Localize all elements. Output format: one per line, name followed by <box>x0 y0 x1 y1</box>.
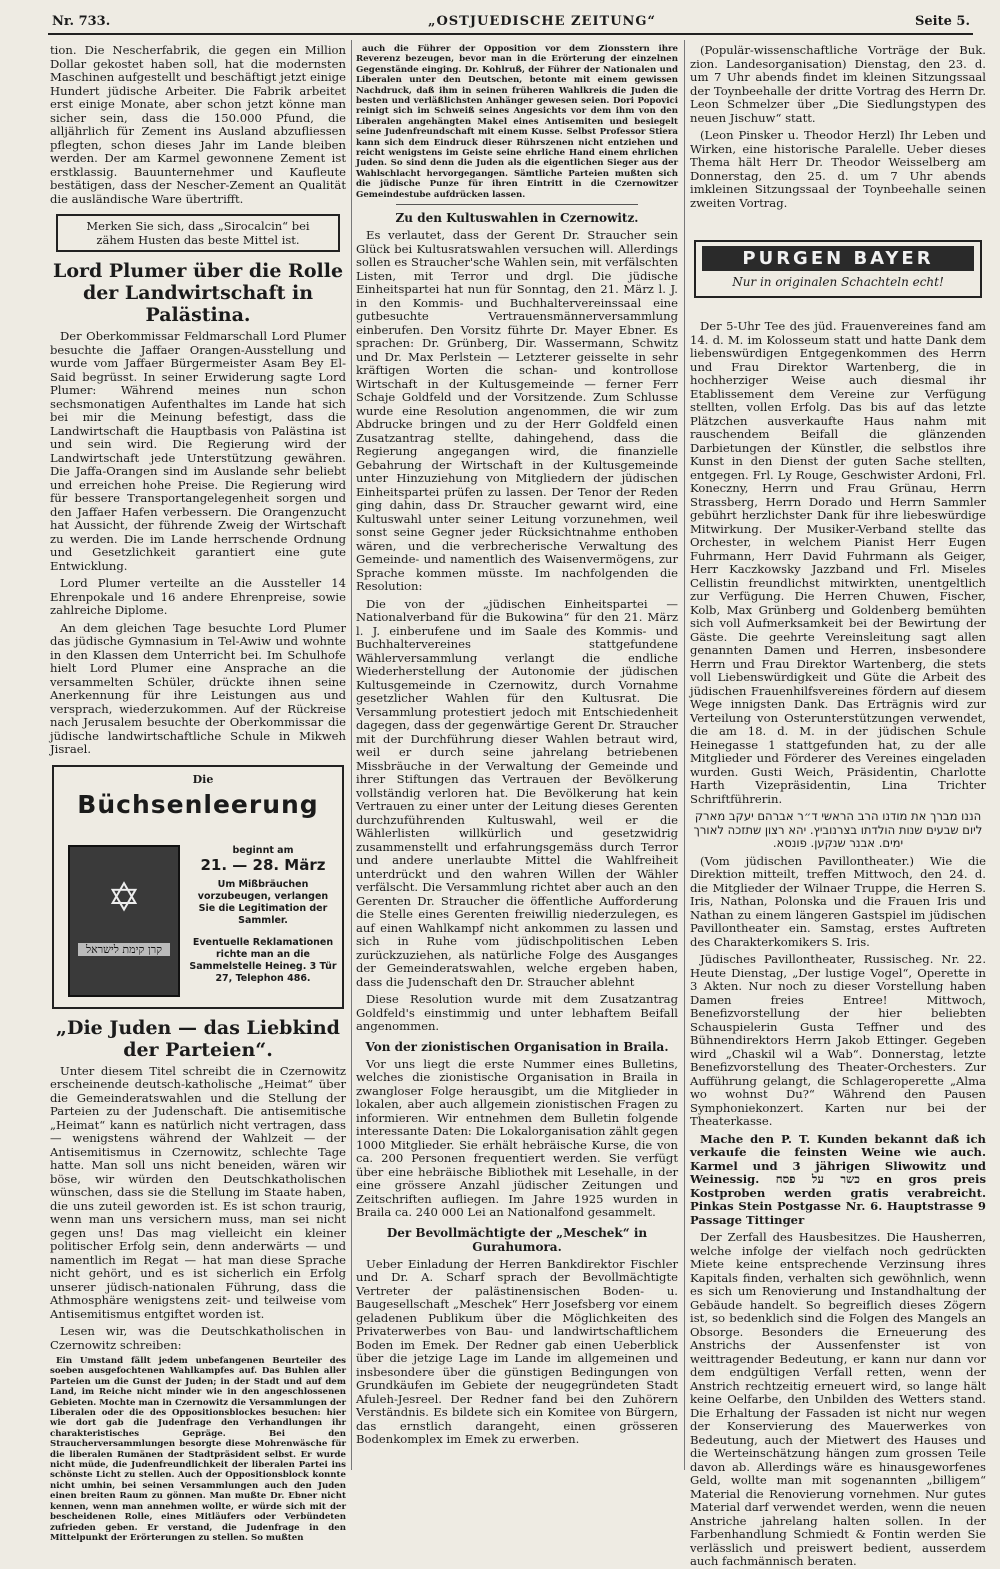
ad-subtitle: Nur in originalen Schachteln echt! <box>732 275 944 289</box>
page-number: Seite 5. <box>915 14 970 29</box>
ad-note: Um Mißbräuchen vorzubeugen, verlangen Sie die Legitimation der Sammler. <box>197 878 329 926</box>
article-text: Unter diesem Titel schreibt die in Czernowitz erscheinende deutsch-katholische „Heimat“ über die Gemeinderatswahlen und die Stellung der Parteien zu der Judenschaft. Die antisemitische „Heimat“ kann es natürlich nicht vertragen, dass — wenigstens während der Wahlzeit — der Antisemitismus in Czernowitz, schlechte Tage hatte. Man soll uns nicht beneiden, wären wir böse, wir würden den Deutschkatholischen wünschen, dass sie die Stellung im Staate haben, die uns zuteil geworden ist. Es ist schon traurig, wenn man uns versichern muss, man sei nicht gegen uns! Das mag vielleicht ein kleiner politischer Erfolg sein, denn anderwärts — und namentlich im Regat — hat man diese Sprache nicht gehört, und es ist sicherlich ein Erfolg unserer jüdisch-nationalen Führung, dass die Athmosphäre wenigstens zeit- und teilweise vom Antisemitismus entgiftet worden ist. <box>50 1063 346 1321</box>
column-divider <box>351 40 352 1470</box>
article-headline: Zu den Kultuswahlen in Czernowitz. <box>395 211 639 226</box>
issue-number: Nr. 733. <box>52 14 111 29</box>
ad-begins: beginnt am <box>232 844 294 856</box>
purgen-bayer-ad <box>694 240 982 298</box>
hebrew-notice: הננו מברך את מודנו הרב הראשי ד״ר אברהם יעקב מארק ליום שבעים שנות הולדתו בצרנוביץ. יהא רצון שתזכה לאורך ימים. אבנר שנקען. פונסא. <box>693 809 983 850</box>
star-of-david-icon: ✡ <box>107 874 141 921</box>
collection-box-illustration <box>68 845 180 997</box>
column-divider <box>684 40 685 1470</box>
header-rule <box>48 33 973 35</box>
article-text: tion. Die Nescherfabrik, die gegen ein Million Dollar gekostet haben soll, hat die modernsten Maschinen aufgestellt und beschäftigt jetzt einige Hundert jüdische Arbeiter. Die Fabrik arbeitet erst einige Monate, aber schon jetzt könne man sicher sein, dass die 150.000 Pfund, die alljährlich für Zement ins Ausland abzufliessen pflegten, schon dieses Jahr im Lande bleiben werden. Der am Karmel gewonnene Zement ist erstklassig. Bauunternehmer und Kaufleute bestätigen, dass der Nescher-Zement an Qualität die ausländische Ware übertrifft. <box>50 43 346 206</box>
ad-kicker: Die <box>192 772 214 786</box>
article-text: Der Zerfall des Hausbesitzes. Die Hausherren, welche infolge der vielfach noch gedrückten Miete keine entsprechende Verzinsung ihres Kapitals finden, verhalten sich gewöhnlich, wenn es sich um Renovierung und Instandhaltung der Gebäude handelt. So begreiflich dieses Zögern ist, so bedenklich sind die Folgen des Mangels an Obsorge. Besonders die Erneuerung des Anstrichs der Aussenfenster ist von weittragender Bedeutung, er kann nur dann vor dem endgültigen Verfall retten, wenn der Anstrich rechtzeitig erneuert wird, so lange hält keine Oelfarbe, den Unbilden des Wetters stand. Die Erhaltung der Fassaden ist nicht nur wegen der Konservierung des Mauerwerkes von Bedeutung, auch der Mietwert des Hauses und die Werteinschätzung hängen zum grossen Teile davon ab. Allerdings wäre es hinausgeworfenes Geld, wollte man mit sogenannten „billigem“ Material die Renovierung vornehmen. Nur gutes Material darf verwendet werden, wenn die neuen Anstriche jahrelang halten sollen. In der Farbenhandlung Schmiedt & Fontin werden Sie verlässlich und preiswert bedient, ausserdem auch fachmännisch beraten. <box>690 1230 986 1568</box>
page-header <box>52 14 970 34</box>
collection-box-label: קרן קימת לישראל <box>78 943 170 956</box>
ad-title: PURGEN BAYER <box>702 246 974 271</box>
article-headline: Der Bevollmächtigte der „Meschek“ in Gurahumora. <box>386 1225 648 1254</box>
article-quote: Ein Umstand fällt jedem unbefangenen Beurteiler des soeben ausgefochtenen Wahlkampfes auf. Das Buhlen aller Parteien um die Gunst der Juden; in der Stadt und auf dem Land, im Reiche nicht minder wie in den angeschlossenen Gebieten. Mochte man in Czernowitz die Versammlungen der Liberalen oder die des Oppositionsblockes besuchen: hier wie dort gab die Judenfrage den Verhandlungen ihr charakteristisches Gepräge. Bei den Straucherversammlungen besorgte diese Mohrenwäsche für die liberalen Rumänen der Stadtpräsident selbst. Er wurde nicht müde, die Judenfreundlichkeit der liberalen Partei ins schönste Licht zu stellen. Auch der Oppositionsblock konnte nicht umhin, bei seinen Versammlungen auch den Juden einen breiten Raum zu gönnen. Man mußte Dr. Ebner nicht kennen, wenn man annehmen wollte, er würde sich mit der bescheidenen Rolle, eines Mitläufers oder Verbündeten zufrieden geben. Er verstand, die Judenfrage in den Mittelpunkt der Erörterungen zu stellen. So mußten <box>50 1356 346 1543</box>
article-quote: auch die Führer der Opposition vor dem Zionsstern ihre Reverenz bezeugen, bevor man in die Erörterung der einzelnen Gegenstände einging. Dr. Kohlruß, der Führer der Nationalen und Liberalen unter den Deutschen, betonte mit einem gewissen Nachdruck, daß ihm in seinen früheren Wahlkreis die Juden die besten und verläßlichsten Anhänger gewesen seien. Dori Popovici reinigt sich im Schweiß seines Angesichts vor dem ihm von den Liberalen angehängten Makel eines Antisemiten und besiegelt seine Judenfreundschaft mit einem Kusse. Selbst Professor Stiera kann sich dem Eindruck dieser Rührszenen nicht entziehen und reicht wenigstens im Geiste seine ehrliche Hand einem ehrlichen Juden. So sind denn die Juden als die eigentlichen Sieger aus der Wahlschlacht hervorgegangen. Sämtliche Parteien mußten sich die jüdische Punze für ihren Eintritt in die Czernowitzer Gemeindestube aufdrücken lassen. <box>356 44 678 200</box>
ad-title: Büchsenleerung <box>77 790 319 819</box>
column-3 <box>690 43 986 1568</box>
article-headline: „Die Juden — das Liebkind der Parteien“. <box>56 1016 340 1061</box>
column-1 <box>50 43 346 1543</box>
article-text: An dem gleichen Tage besuchte Lord Plumer das jüdische Gymnasium in Tel-Awiw und wohnte in den Klassen dem Unterricht bei. Im Schulhofe hielt Lord Plumer eine Ansprache an die versammelten Schüler, drückte ihnen seine Anerkennung für ihre Leistungen aus und versprach, wiederzukommen. Auf der Rückreise nach Jerusalem besuchte der Oberkommissar die jüdische landwirtschaftliche Schule in Mikweh Jisrael. <box>50 620 346 756</box>
ad-details <box>188 845 338 985</box>
divider <box>396 204 638 205</box>
newspaper-title: „OSTJUEDISCHE ZEITUNG“ <box>427 14 657 29</box>
article-text: Lord Plumer verteilte an die Aussteller 14 Ehrenpokale und 16 andere Ehrenpreise, sowie zahlreiche Diplome. <box>50 576 346 617</box>
article-headline: Von der zionistischen Organisation in Braila. <box>365 1039 669 1054</box>
article-text: Der 5-Uhr Tee des jüd. Frauenvereines fand am 14. d. M. im Kolosseum statt und hatte Dank dem liebenswürdigen Entgegenkommen des Herrn und Frau Direktor Wartenberg, die in hochherziger Weise auch diesmal ihr Etablissement dem Vereine zur Verfügung stellten, vollen Erfolg. Das bis auf das letzte Plätzchen ausverkaufte Haus nahm mit rauschendem Beifall die glänzenden Darbietungen der Künstler, die selbstlos ihre Kunst in den Dienst der guten Sache stellten, entgegen. Frl. Ly Rouge, Geschwister Ardoni, Frl. Koneczny, Herrn und Frau Grünau, Herrn Strassberg, Herrn Dorado und Herrn Sammler gebührt herzlichster Dank für ihre liebeswürdige Mitwirkung. Der Musiker-Verband stellte das Orchester, in welchem Pianist Herr Eugen Fuhrmann, Herr David Fuhrmann als Geiger, Herr Kaczkowsky Jazzband und Frl. Miseles Cellistin freundlichst mitwirkten, unentgeltlich zur Verfügung. Die Herren Chuwen, Fischer, Kolb, Max Grünberg und Goldenberg bemühten sich voll Aufmerksamkeit bei der Bewirtung der Gäste. Die geehrte Vereinsleitung sagt allen genannten Damen und Herren, insbesondere Herrn und Frau Direktor Wartenberg, die stets voll Liebenswürdigkeit und Güte die Arbeit des jüdischen Frauenhilfsvereines fördern auf diesem Wege innigsten Dank. Das Erträgnis wird zur Verteilung von Osterunterstützungen verwendet, die am 18. d. M. in der jüdischen Schule Heinegasse 1 stattgefunden hat, zu der alle Mitglieder und Förderer des Vereines eingeladen wurden. Gusti Weich, Präsidentin, Charlotte Harth Vizepräsidentin, Lina Trichter Schriftführerin. <box>690 319 986 806</box>
article-text: Es verlautet, dass der Gerent Dr. Straucher sein Glück bei Kultusratswahlen versuchen will. Allerdings sollen es Straucher'sche Wahlen sein, mit verfälschten Listen, mit Terror und drgl. Die jüdische Einheitspartei hat nun für Sonntag, den 21. März l. J. in den Kommis- und Buchhaltervereinssaal eine gutbesuchte Vertrauensmännerversammlung einberufen. Den Vorsitz führte Dr. Mayer Ebner. Es sprachen: Dr. Grünberg, Dir. Wassermann, Schwitz und Dr. Max Perlstein — Letzterer geisselte in sehr kräftigen Worten die schan- und kontrollose Wirtschaft in der Kultusgemeinde — ferner Ferr Schaje Goldfeld und der Vorsitzende. Zum Schlusse wurde eine Resolution angenommen, die wir zum Abdrucke bringen und zu der Herr Goldfeld einen Zusatzantrag stellte, dahingehend, dass die Regierung angegangen wird, die finanzielle Gebahrung der Wirtschaft in der Kultusgemeinde unter Hinzuziehung von Mitgliedern der jüdischen Einheitspartei prüfen zu lassen. Der Tenor der Reden ging dahin, dass Dr. Straucher gewarnt wird, eine Kultuswahl unter seiner Leitung vorzunehmen, weil sonst seine Gegner jeder Rücksichtnahme enthoben wären, und die verbrecherische Verwaltung des Gemeinde- und namentlich des Waisenvermögens, zur Sprache kommen müsste. Im nachfolgenden die Resolution: <box>356 228 678 594</box>
article-text: (Populär-wissenschaftliche Vorträge der Buk. zion. Landesorganisation) Dienstag, den 23. d. um 7 Uhr abends findet im kleinen Sitzungssaal der Toynbeehalle der dritte Vortrag des Herrn Dr. Leon Schmelzer über „Die Siedlungstypen des neuen Jischuw“ statt. <box>690 43 986 125</box>
article-text: Vor uns liegt die erste Nummer eines Bulletins, welches die zionistische Organisation in Braila in zwangloser Folge herausgibt, um die Mitglieder in lokalen, aber auch allgemein zionistischen Fragen zu informieren. Wir entnehmen dem Bulletin folgende interessante Daten: Die Lokalorganisation zählt gegen 1000 Mitglieder. Sie erhält hebräische Kurse, die von ca. 200 Personen frequentiert werden. Sie verfügt über eine hebräische Bibliothek mit Lesehalle, in der eine grössere Anzahl jüdischer Zeitungen und Zeitschriften aufliegen. Im Jahre 1925 wurden in Braila ca. 240 000 Lei an Nationalfond gesammelt. <box>356 1056 678 1220</box>
ad-note: Eventuelle Reklamationen richte man an die Sammelstelle Heineg. 3 Tür 27, Telephon 486. <box>189 936 337 984</box>
sirocalcin-ad: Merken Sie sich, dass „Sirocalcin“ bei zähem Husten das beste Mittel ist. <box>56 214 340 252</box>
column-2 <box>356 44 678 1464</box>
article-text: Jüdisches Pavillontheater, Russischeg. Nr. 22. Heute Dienstag, „Der lustige Vogel“, Operette in 3 Akten. Nur noch zu dieser Vorstellung haben Damen freies Entree! Mittwoch, Benefizvorstellung der hier beliebten Schauspielerin Gusta Teffner und des Bühnendirektors Herrn Jakob Ettinger. Gegeben wird „Chaskil wil a Wab“. Donnerstag, letzte Benefizvorstellung des Theater-Orchesters. Zur Aufführung gelangt, die Schlageroperette „Alma wo wohnst Du?“ Während den Pausen Symphoniekonzert. Karten nur bei der Theaterkasse. <box>690 952 986 1128</box>
article-text: (Leon Pinsker u. Theodor Herzl) Ihr Leben und Wirken, eine historische Paralelle. Ueber dieses Thema hält Herr Dr. Theodor Weisselberg am Donnerstag, den 25. d. um 7 Uhr abends imkleinen Sitzungssaal der Toynbeehalle seinen zweiten Vortrag. <box>690 128 986 210</box>
article-text: Lesen wir, was die Deutschkatholischen in Czernowitz schreiben: <box>50 1324 346 1352</box>
article-text: Ueber Einladung der Herren Bankdirektor Fischler und Dr. A. Scharf sprach der Bevollmächtigte Vertreter der palästinensischen Boden- u. Baugesellschaft „Meschek“ Herr Josefsberg vor einem geladenen Publikum über die Möglichkeiten des Privaterwerbes von Bau- und landwirtschaftlichem Boden im Emek. Der Redner gab einen Ueberblick über die jetzige Lage im Lande im allgemeinen und insbesondere über die günstigen Bedingungen von Grundkäufen im Gebiete der neugegründeten Stadt Afuleh-Jesreel. Der Redner fand bei den Zuhörern Verständnis. Es bildete sich ein Komitee von Bürgern, das ernstlich darangeht, einen grösseren Bodenkomplex im Emek zu erwerben. <box>356 1256 678 1447</box>
ad-dates: 21. — 28. März <box>200 855 326 874</box>
article-text: Die von der „jüdischen Einheitspartei — Nationalverband für die Bukowina“ für den 21. März l. J. einberufene und im Saale des Kommis- und Buchhaltervereines stattgefundene Wählerversammlung verlangt die endliche Wiederherstellung der Autonomie der jüdischen Kultusgemeinde in Czernowitz, durch Vornahme gesetzlicher Wahlen für den Kultusrat. Die Versammlung protestiert jedoch mit Entschiedenheit dagegen, dass der gegenwärtige Gerent Dr. Straucher mit der Durchführung dieser Wahlen betraut wird, weil er durch seine jahrelang betriebenen Missbräuche in der Verwaltung der Gemeinde und ihrer Stiftungen das Vertrauen der Bevölkerung vollständig verloren hat. Die Bevölkerung hat kein Vertrauen zu einer unter der Leitung dieses Gerenten durchzuführenden Kultuswahl, weil er die Wählerlisten willkürlich und gesetzwidrig zusammenstellt und erfahrungsgemäss durch Terror und andere unerlaubte Mittel die Wahlfreiheit unterdrückt und den wahren Willen der Wähler verfälscht. Die Versammlung richtet aber auch an den Gerenten Dr. Straucher die öffentliche Aufforderung die Stelle eines Gerenten freiwillig niederzulegen, es auf einen Wahlkampf nicht ankommen zu lassen und sich in Ruhe vom jüdischpolitischen Leben zurückzuziehen, als natürliche Folge des Ausganges der Gemeinderatswahlen, welche ergeben haben, dass die Judenschaft den Dr. Straucher ablehnt <box>356 596 678 989</box>
article-text: Diese Resolution wurde mit dem Zusatzantrag Goldfeld's einstimmig und unter lebhaftem Beifall angenommen. <box>356 992 678 1034</box>
article-text: Der Oberkommissar Feldmarschall Lord Plumer besuchte die Jaffaer Orangen-Ausstellung und wurde vom Jaffaer Bürgermeister Asam Bey El-Said begrüsst. In seiner Erwiderung sagte Lord Plumer: Während meines nun schon sechsmonatigen Aufenthaltes im Lande hat sich bei mir die Meinung befestigt, dass die Landwirtschaft die Hauptbasis von Palästina ist und sein wird. Die Regierung wird der Landwirtschaft jede Unterstützung gewähren. Die Jaffa-Orangen sind im Auslande sehr beliebt und erreichen hohe Preise. Die Regierung wird für bessere Transportangelegenheit sorgen und den Jaffaer Hafen verbessern. Die Orangenzucht hat Aussicht, der führende Zweig der Wirtschaft zu werden. Die im Lande herrschende Ordnung und Gesetzlichkeit garantiert eine gute Entwicklung. <box>50 329 346 573</box>
buechsenleerung-ad <box>52 765 344 1009</box>
article-headline: Lord Plumer über die Rolle der Landwirtschaft in Palästina. <box>52 260 344 326</box>
article-text: (Vom jüdischen Pavillontheater.) Wie die Direktion mitteilt, treffen Mittwoch, den 24. d. die Mitglieder der Wilnaer Truppe, die Herren S. Iris, Nathan, Polonska und die Frauen Iris und Nathan zu einem längeren Gastspiel im jüdischen Pavillontheater ein. Samstag, erstes Auftreten des Charakterkomikers S. Iris. <box>690 853 986 949</box>
wine-ad: Mache den P. T. Kunden bekannt daß ich verkaufe die feinsten Weine wie auch. Karmel und 3 jährigen Sliwowitz und Weinessig. כשר על פסח en gros preis Kostproben werden gratis verabreicht. Pinkas Stein Postgasse Nr. 6. Hauptstrasse 9 Passage Tittinger <box>690 1131 986 1227</box>
